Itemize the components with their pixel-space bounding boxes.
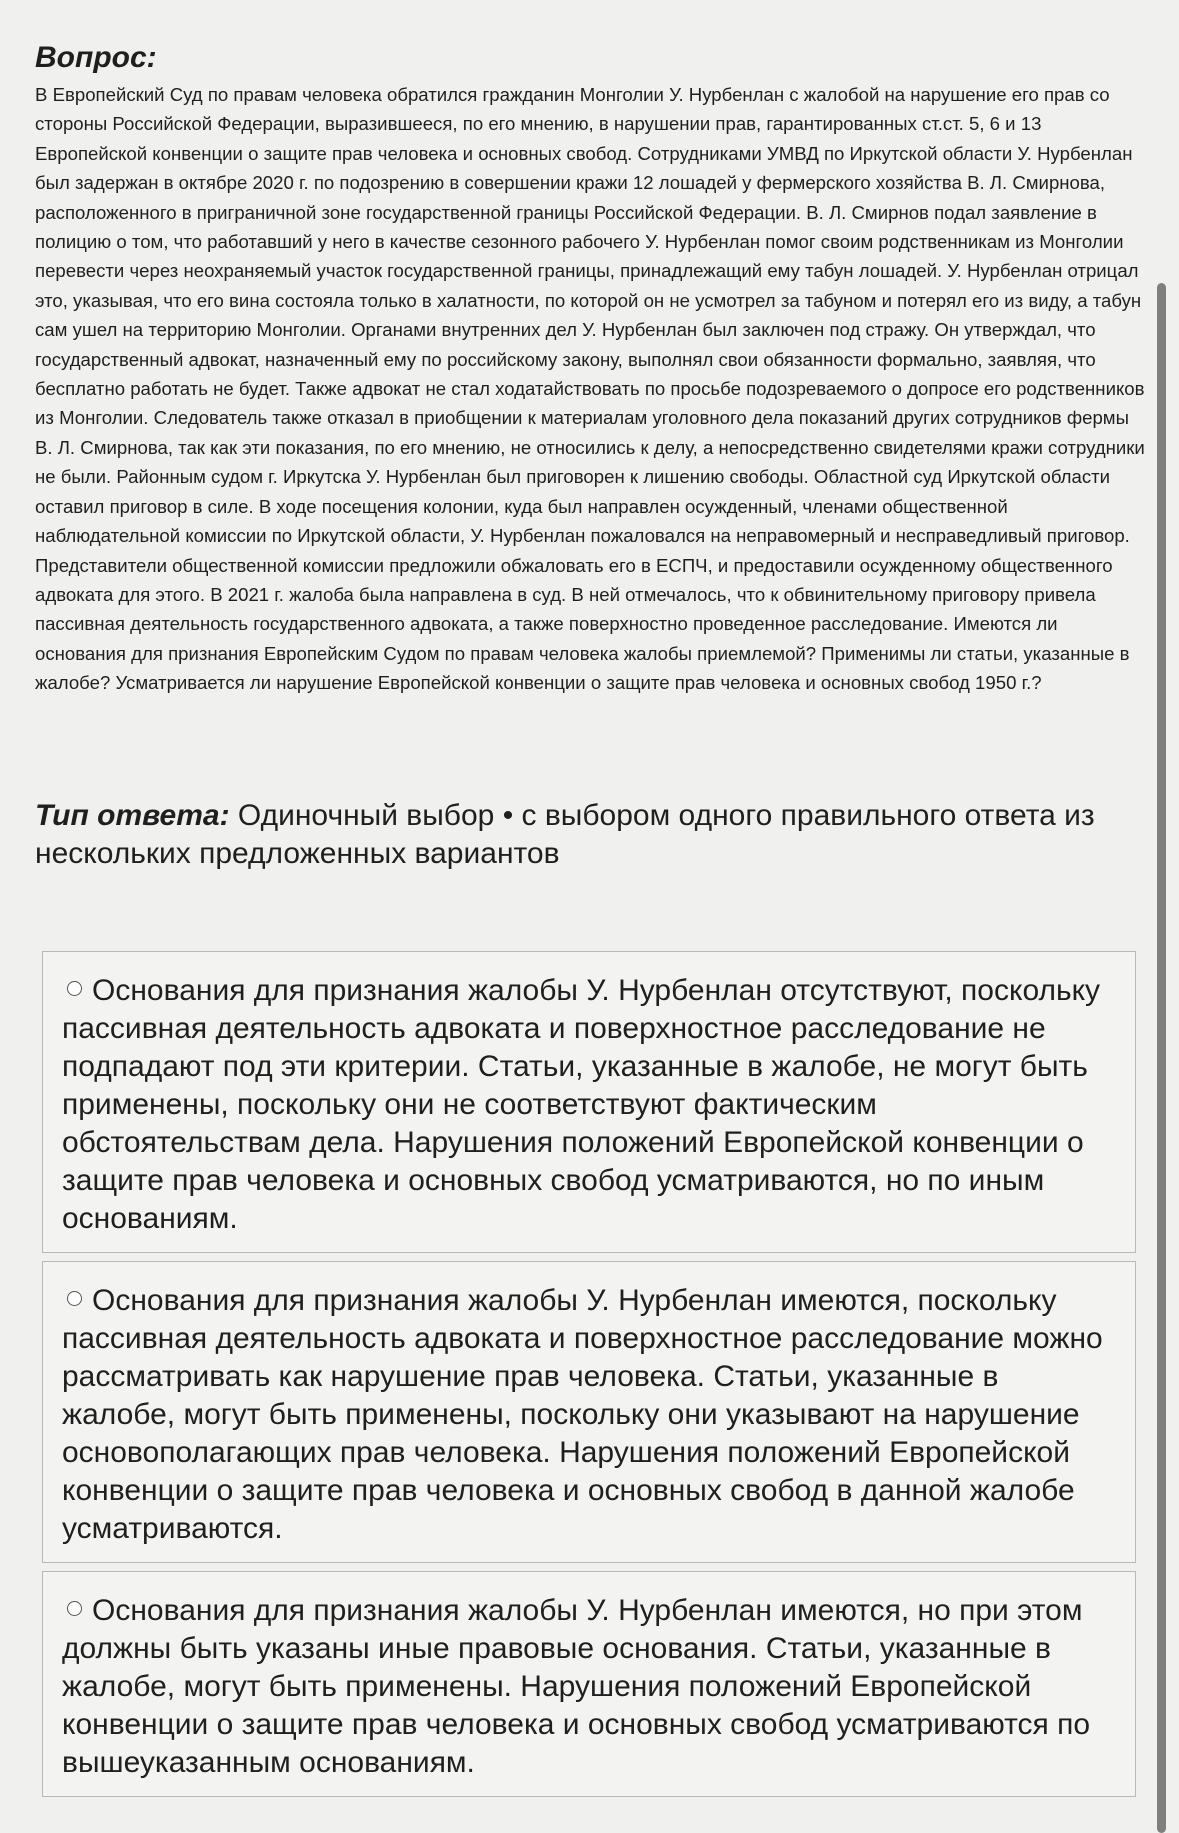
answer-option[interactable] <box>42 1571 1136 1797</box>
question-text: В Европейский Суд по правам человека обратился гражданин Монголии У. Нурбенлан с жалобой на нарушение его прав со стороны Российской Федерации, выразившееся, по его мнению, в нарушении прав, гарантированных ст.ст. 5, 6 и 13 Европейской конвенции о защите прав человека и основных свобод. Сотрудниками УМВД по Иркутской области У. Нурбенлан был задержан в октябре 2020 г. по подозрению в совершении кражи 12 лошадей у фермерского хозяйства В. Л. Смирнова, расположенного в приграничной зоне государственной границы Российской Федерации. В. Л. Смирнов подал заявление в полицию о том, что работавший у него в качестве сезонного рабочего У. Нурбенлан помог своим родственникам из Монголии перевести через неохраняемый участок государственной границы, принадлежащий ему табун лошадей. У. Нурбенлан отрицал это, указывая, что его вина состояла только в халатности, по которой он не усмотрел за табуном и потерял его из виду, а табун сам ушел на территорию Монголии. Органами внутренних дел У. Нурбенлан был заключен под стражу. Он утверждал, что государственный адвокат, назначенный ему по российскому закону, выполнял свои обязанности формально, заявляя, что бесплатно работать не будет. Также адвокат не стал ходатайствовать по просьбе подозреваемого о допросе его родственников из Монголии. Следователь также отказал в приобщении к материалам уголовного дела показаний других сотрудников фермы В. Л. Смирнова, так как эти показания, по его мнению, не относились к делу, а непосредственно свидетелями кражи сотрудники не были. Районным судом г. Иркутска У. Нурбенлан был приговорен к лишению свободы. Областной суд Иркутской области оставил приговор в силе. В ходе посещения колонии, куда был направлен осужденный, членами общественной наблюдательной комиссии по Иркутской области, У. Нурбенлан пожаловался на неправомерный и несправедливый приговор. Представители общественной комиссии предложили обжаловать его в ЕСПЧ, и предоставили осужденному общественного адвоката для этого. В 2021 г. жалоба была направлена в суд. В ней отмечалось, что к обвинительному приговору привела пассивная деятельность государственного адвоката, а также поверхностно проведенное расследование. Имеются ли основания для признания Европейским Судом по правам человека жалобы приемлемой? Применимы ли статьи, указанные в жалобе? Усматривается ли нарушение Европейской конвенции о защите прав человека и основных свобод 1950 г.? <box>35 84 1145 694</box>
answer-option-text: Основания для признания жалобы У. Нурбенлан имеются, но при этом должны быть указаны иные правовые основания. Статьи, указанные в жалобе, могут быть применены. Нарушения положений Европейской конвенции о защите прав человека и основных свобод усматриваются по вышеуказанным основаниям. <box>62 1594 1091 1779</box>
answer-type-value: Одиночный выбор • с выбором одного правильного ответа из нескольких предложенных вариантов <box>35 799 1095 870</box>
answer-option[interactable] <box>42 951 1136 1253</box>
scrollbar[interactable] <box>1157 283 1166 1833</box>
question-heading: Вопрос: <box>35 41 157 74</box>
answer-type <box>35 797 1145 873</box>
answer-options <box>42 951 1136 1805</box>
radio-button[interactable] <box>67 981 82 996</box>
radio-button[interactable] <box>67 1291 82 1306</box>
question-block <box>35 40 1150 698</box>
answer-option-text: Основания для признания жалобы У. Нурбенлан имеются, поскольку пассивная деятельность адвоката и поверхностное расследование можно рассматривать как нарушение прав человека. Статьи, указанные в жалобе, могут быть применены, поскольку они указывают на нарушение основополагающих прав человека. Нарушения положений Европейской конвенции о защите прав человека и основных свобод в данной жалобе усматриваются. <box>62 1284 1103 1545</box>
radio-button[interactable] <box>67 1601 82 1616</box>
answer-type-label: Тип ответа: <box>35 799 230 832</box>
answer-option-text: Основания для признания жалобы У. Нурбенлан отсутствуют, поскольку пассивная деятельность адвоката и поверхностное расследование не подпадают под эти критерии. Статьи, указанные в жалобе, не могут быть применены, поскольку они не соответствуют фактическим обстоятельствам дела. Нарушения положений Европейской конвенции о защите прав человека и основных свобод усматриваются, но по иным основаниям. <box>62 974 1101 1235</box>
answer-option[interactable] <box>42 1261 1136 1563</box>
